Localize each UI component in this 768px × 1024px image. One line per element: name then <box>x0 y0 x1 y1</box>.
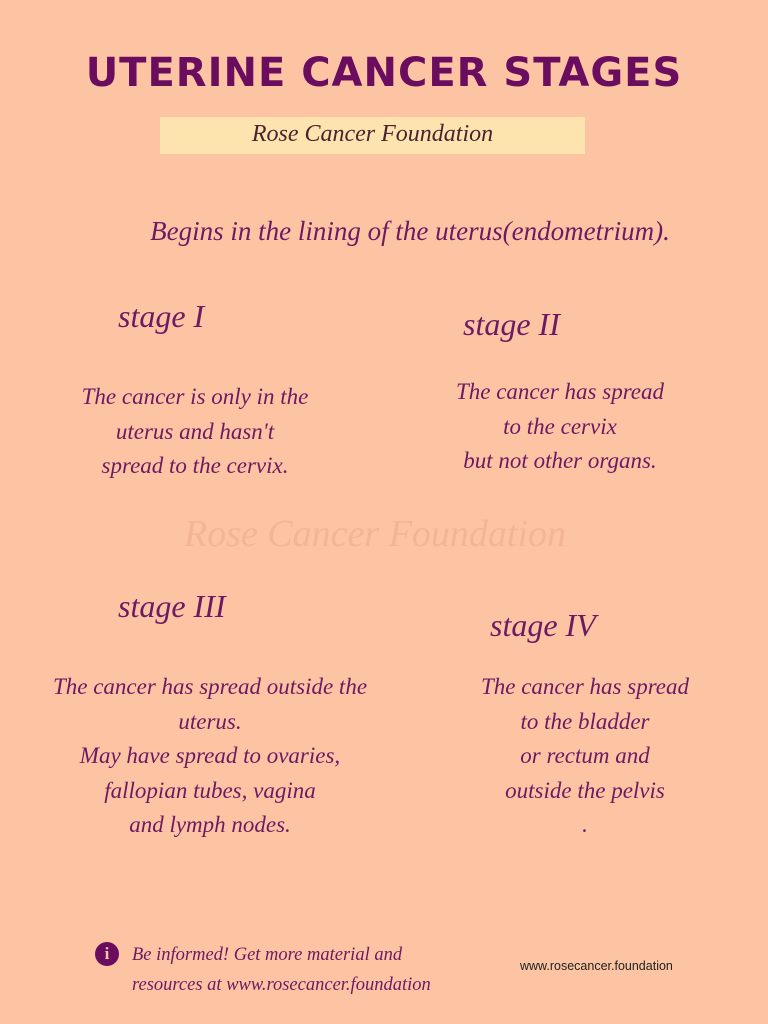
stage-3-title: stage III <box>118 588 226 624</box>
stage-1-line: The cancer is only in the <box>81 384 309 409</box>
stage-3-line: uterus. <box>178 708 242 734</box>
stage-4-line: The cancer has spread <box>480 674 690 699</box>
stage-3-line: and lymph nodes. <box>129 812 291 837</box>
watermark: Rose Cancer Foundation <box>183 513 567 555</box>
footer-note <box>132 940 472 1000</box>
stage-2-line: to the cervix <box>503 413 617 439</box>
page-title: UTERINE CANCER STAGES <box>85 50 683 96</box>
stage-2-line: The cancer has spread <box>455 379 665 404</box>
stage-3-line: May have spread to ovaries, <box>79 743 341 768</box>
stage-4-line: outside the pelvis <box>505 777 665 803</box>
stage-1-description <box>40 380 350 484</box>
stage-1-title: stage I <box>118 298 205 334</box>
stage-1-line: spread to the cervix. <box>101 453 289 478</box>
footer-url: www.rosecancer.foundation <box>520 959 673 973</box>
footer-note-line: resources at www.rosecancer.foundation <box>132 975 431 995</box>
stage-2-description <box>405 375 715 479</box>
stage-2-line: but not other organs. <box>463 448 657 473</box>
stage-2-title: stage II <box>463 306 560 342</box>
info-icon: i <box>95 942 119 966</box>
stage-4-line: to the bladder <box>520 708 650 734</box>
stage-4-line: or rectum and <box>520 743 650 768</box>
stage-4-description <box>430 670 740 843</box>
stage-3-description <box>15 670 405 843</box>
intro-text: Begins in the lining of the uterus(endometrium). <box>150 216 670 246</box>
stage-1-line: uterus and hasn't <box>115 418 275 444</box>
stage-4-title: stage IV <box>490 607 596 643</box>
footer-note-line: Be informed! Get more material and <box>132 945 403 965</box>
stage-4-line: . <box>582 812 588 837</box>
stage-3-line: The cancer has spread outside the <box>52 674 368 699</box>
stage-3-line: fallopian tubes, vagina <box>104 777 316 803</box>
subtitle: Rose Cancer Foundation <box>251 121 494 147</box>
